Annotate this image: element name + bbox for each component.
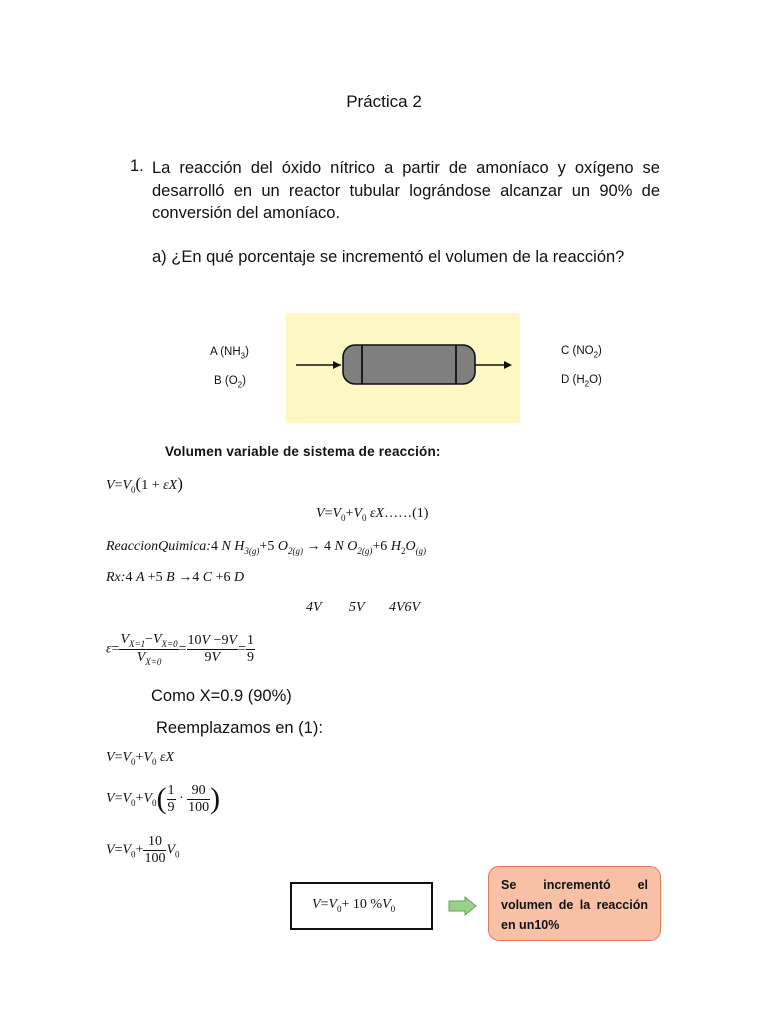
question-number: 1. — [130, 157, 144, 175]
output-species-d: D $(H_2O)$ — [561, 374, 602, 389]
input-species-a: A $(NH_3)$ — [210, 346, 249, 361]
equation-substitution-1: $V=V_0+V_0$ εX — [106, 750, 175, 767]
output-species-c: C $(NO_2)$ — [561, 345, 602, 360]
stoich-volume-3: 4V6V — [389, 600, 421, 615]
epsilon-equation: ε= $\frac{V_{X=1}-V_{X=0}}{V_{X=0}}$ = $\frac{10V -9V}{9V}$ = $\frac{1}{9}$ — [106, 632, 254, 667]
inlet-arrowhead — [333, 361, 341, 369]
chemical-reaction: ReaccionQuimica:4 N $H_{3(g)}+5$ $O_{2(g)} \to 4$ N $O_{2(g)}+6$ $H_2O_{(g)}$ — [106, 539, 427, 556]
input-species-b: B $(O_2)$ — [214, 375, 246, 390]
question-text: La reacción del óxido nítrico a partir de amoníaco y oxígeno se desarrolló en un reactor tubular lográndose alcanzar un 90% de conversión del amoníaco. — [152, 159, 660, 222]
substitution-statement: Reemplazamos en (1): — [156, 719, 323, 737]
stoich-volume-1: 4V — [306, 600, 322, 615]
equation-substitution-2: $V=V_0+V_0$( $\frac{1}{9}$ · $\frac{90}{100}$ ) — [106, 782, 221, 815]
conclusion-callout: Se incrementó el volumen de la reacción en un10% — [488, 866, 661, 941]
equation-substitution-3: $V=V_0+$ $\frac{10}{100}$ $V_0$ — [106, 834, 180, 866]
stoich-volume-2: 5V — [349, 600, 365, 615]
green-arrow-icon — [448, 896, 478, 916]
reaction-generic: Rx:4 A +5 B →4 C +6 D — [106, 570, 245, 585]
page-title: Práctica 2 — [346, 92, 422, 111]
equation-1: $V=V_0+V_0$ εX……(1) — [316, 506, 429, 523]
result-equation: $V=V_0+ 10$ $\%V_0$ — [312, 897, 396, 914]
equation-1-label: ……(1) — [384, 506, 429, 521]
question-part-a: a) ¿En qué porcentaje se incrementó el volumen de la reacción? — [152, 248, 625, 266]
tubular-reactor-diagram — [286, 313, 520, 423]
conversion-statement: Como X=0.9 (90%) — [151, 687, 292, 705]
section-heading: Volumen variable de sistema de reacción: — [165, 444, 441, 459]
equation-variable-volume: $V=V_0(1 + \varepsilon X)$ — [106, 474, 183, 495]
outlet-arrowhead — [504, 361, 512, 369]
